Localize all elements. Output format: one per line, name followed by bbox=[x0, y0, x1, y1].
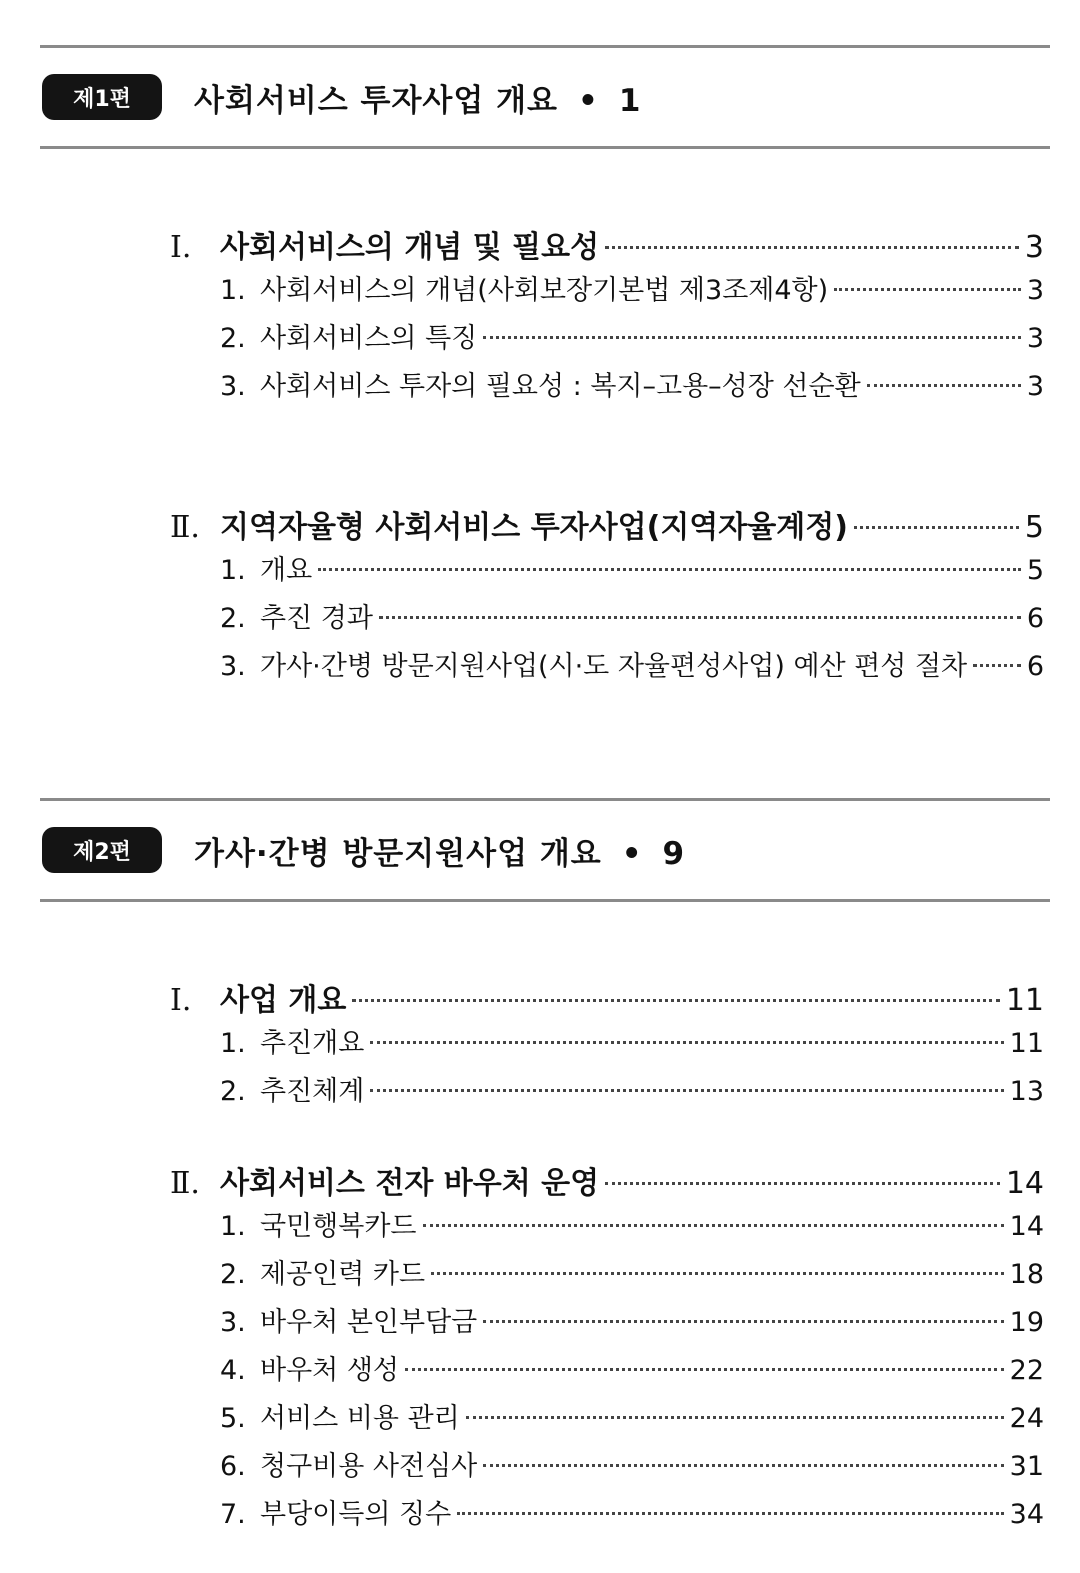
item-number: 6. bbox=[220, 1451, 246, 1482]
toc-item[interactable] bbox=[170, 1492, 1044, 1540]
part-badge: 제1편 bbox=[42, 74, 162, 120]
chapter-entry[interactable] bbox=[170, 1158, 1044, 1204]
toc-item[interactable] bbox=[170, 548, 1044, 596]
item-number: 2. bbox=[220, 603, 246, 634]
dot-leader bbox=[483, 1320, 1003, 1323]
dot-leader bbox=[466, 1416, 1004, 1419]
part-title-text: 사회서비스 투자사업 개요 bbox=[194, 82, 558, 119]
item-page: 24 bbox=[1009, 1403, 1044, 1434]
chapter-page: 14 bbox=[1005, 1166, 1044, 1201]
chapter-title: 사업 개요 bbox=[220, 983, 347, 1018]
dot-leader bbox=[483, 336, 1021, 339]
chapter-2-2 bbox=[170, 1158, 1044, 1540]
dot-leader bbox=[483, 1464, 1003, 1467]
item-number: 2. bbox=[220, 323, 246, 354]
dot-leader bbox=[834, 288, 1021, 291]
item-page: 6 bbox=[1026, 603, 1044, 634]
dot-leader bbox=[605, 246, 1019, 249]
part-heading bbox=[40, 48, 1050, 146]
toc-item[interactable] bbox=[170, 1396, 1044, 1444]
item-number: 3. bbox=[220, 1307, 246, 1338]
item-number: 3. bbox=[220, 651, 246, 682]
part-title-page: 9 bbox=[662, 835, 686, 872]
item-page: 3 bbox=[1026, 323, 1044, 354]
item-number: 4. bbox=[220, 1355, 246, 1386]
item-page: 3 bbox=[1026, 371, 1044, 402]
item-number: 1. bbox=[220, 555, 246, 586]
chapter-1-1 bbox=[170, 222, 1044, 412]
toc-item[interactable] bbox=[170, 1444, 1044, 1492]
chapter-title: 사회서비스 전자 바우처 운영 bbox=[220, 1166, 600, 1201]
chapter-page: 11 bbox=[1005, 983, 1044, 1018]
part-title[interactable] bbox=[194, 828, 685, 873]
item-page: 6 bbox=[1026, 651, 1044, 682]
part-title-separator: • bbox=[578, 82, 599, 119]
part-heading bbox=[40, 801, 1050, 899]
chapter-roman: Ⅱ. bbox=[170, 1166, 200, 1201]
item-page: 34 bbox=[1009, 1499, 1044, 1530]
item-title: 사회서비스의 개념(사회보장기본법 제3조제4항) bbox=[260, 275, 829, 306]
chapter-roman: Ⅰ. bbox=[170, 983, 192, 1018]
toc-item[interactable] bbox=[170, 1348, 1044, 1396]
item-title: 부당이득의 징수 bbox=[260, 1499, 452, 1530]
toc-item[interactable] bbox=[170, 1300, 1044, 1348]
item-page: 11 bbox=[1009, 1028, 1044, 1059]
toc-item[interactable] bbox=[170, 1021, 1044, 1069]
part-header-1 bbox=[40, 45, 1050, 149]
item-title: 바우처 본인부담금 bbox=[260, 1307, 478, 1338]
item-page: 31 bbox=[1009, 1451, 1044, 1482]
toc-item[interactable] bbox=[170, 596, 1044, 644]
item-page: 19 bbox=[1009, 1307, 1044, 1338]
dot-leader bbox=[867, 384, 1021, 387]
item-title: 서비스 비용 관리 bbox=[260, 1403, 460, 1434]
item-title: 추진체계 bbox=[260, 1076, 365, 1107]
dot-leader bbox=[405, 1368, 1004, 1371]
part-title-page: 1 bbox=[618, 82, 642, 119]
part-title-separator: • bbox=[621, 835, 643, 872]
item-title: 청구비용 사전심사 bbox=[260, 1451, 478, 1482]
toc-item[interactable] bbox=[170, 644, 1044, 692]
item-title: 제공인력 카드 bbox=[260, 1259, 426, 1290]
item-number: 1. bbox=[220, 1211, 246, 1242]
toc-item[interactable] bbox=[170, 1204, 1044, 1252]
chapter-title: 사회서비스의 개념 및 필요성 bbox=[220, 230, 600, 265]
toc-item[interactable] bbox=[170, 268, 1044, 316]
dot-leader bbox=[318, 568, 1021, 571]
toc-item[interactable] bbox=[170, 316, 1044, 364]
item-title: 개요 bbox=[260, 555, 313, 586]
item-title: 추진개요 bbox=[260, 1028, 365, 1059]
chapter-entry[interactable] bbox=[170, 502, 1044, 548]
item-title: 바우처 생성 bbox=[260, 1355, 399, 1386]
part-bottom-rule bbox=[40, 146, 1050, 149]
item-title: 국민행복카드 bbox=[260, 1211, 417, 1242]
item-title: 사회서비스의 특징 bbox=[260, 323, 478, 354]
dot-leader bbox=[370, 1089, 1003, 1092]
item-number: 1. bbox=[220, 275, 246, 306]
item-title: 가사·간병 방문지원사업(시·도 자율편성사업) 예산 편성 절차 bbox=[260, 651, 968, 682]
dot-leader bbox=[370, 1041, 1003, 1044]
chapter-entry[interactable] bbox=[170, 975, 1044, 1021]
chapter-page: 5 bbox=[1024, 510, 1044, 545]
toc-item[interactable] bbox=[170, 1069, 1044, 1117]
item-page: 13 bbox=[1009, 1076, 1044, 1107]
dot-leader bbox=[605, 1182, 1000, 1185]
item-number: 1. bbox=[220, 1028, 246, 1059]
part-header-2 bbox=[40, 798, 1050, 902]
dot-leader bbox=[423, 1224, 1004, 1227]
chapter-title: 지역자율형 사회서비스 투자사업(지역자율계정) bbox=[220, 510, 848, 545]
dot-leader bbox=[854, 526, 1019, 529]
part-badge: 제2편 bbox=[42, 827, 162, 873]
chapter-page: 3 bbox=[1024, 230, 1044, 265]
item-number: 3. bbox=[220, 371, 246, 402]
part-bottom-rule bbox=[40, 899, 1050, 902]
chapter-2-1 bbox=[170, 975, 1044, 1117]
chapter-entry[interactable] bbox=[170, 222, 1044, 268]
item-number: 7. bbox=[220, 1499, 246, 1530]
dot-leader bbox=[973, 664, 1021, 667]
toc-item[interactable] bbox=[170, 364, 1044, 412]
item-number: 5. bbox=[220, 1403, 246, 1434]
part-title-text: 가사·간병 방문지원사업 개요 bbox=[194, 835, 602, 872]
toc-item[interactable] bbox=[170, 1252, 1044, 1300]
item-page: 14 bbox=[1009, 1211, 1044, 1242]
dot-leader bbox=[457, 1512, 1003, 1515]
chapter-roman: Ⅰ. bbox=[170, 230, 192, 265]
chapter-roman: Ⅱ. bbox=[170, 510, 200, 545]
dot-leader bbox=[352, 999, 999, 1002]
dot-leader bbox=[431, 1272, 1004, 1275]
item-number: 2. bbox=[220, 1259, 246, 1290]
dot-leader bbox=[379, 616, 1021, 619]
item-page: 3 bbox=[1026, 275, 1044, 306]
item-page: 5 bbox=[1026, 555, 1044, 586]
item-title: 추진 경과 bbox=[260, 603, 373, 634]
item-number: 2. bbox=[220, 1076, 246, 1107]
item-page: 18 bbox=[1009, 1259, 1044, 1290]
chapter-1-2 bbox=[170, 502, 1044, 692]
part-title[interactable] bbox=[194, 75, 641, 120]
item-page: 22 bbox=[1009, 1355, 1044, 1386]
item-title: 사회서비스 투자의 필요성 : 복지–고용–성장 선순환 bbox=[260, 371, 861, 402]
